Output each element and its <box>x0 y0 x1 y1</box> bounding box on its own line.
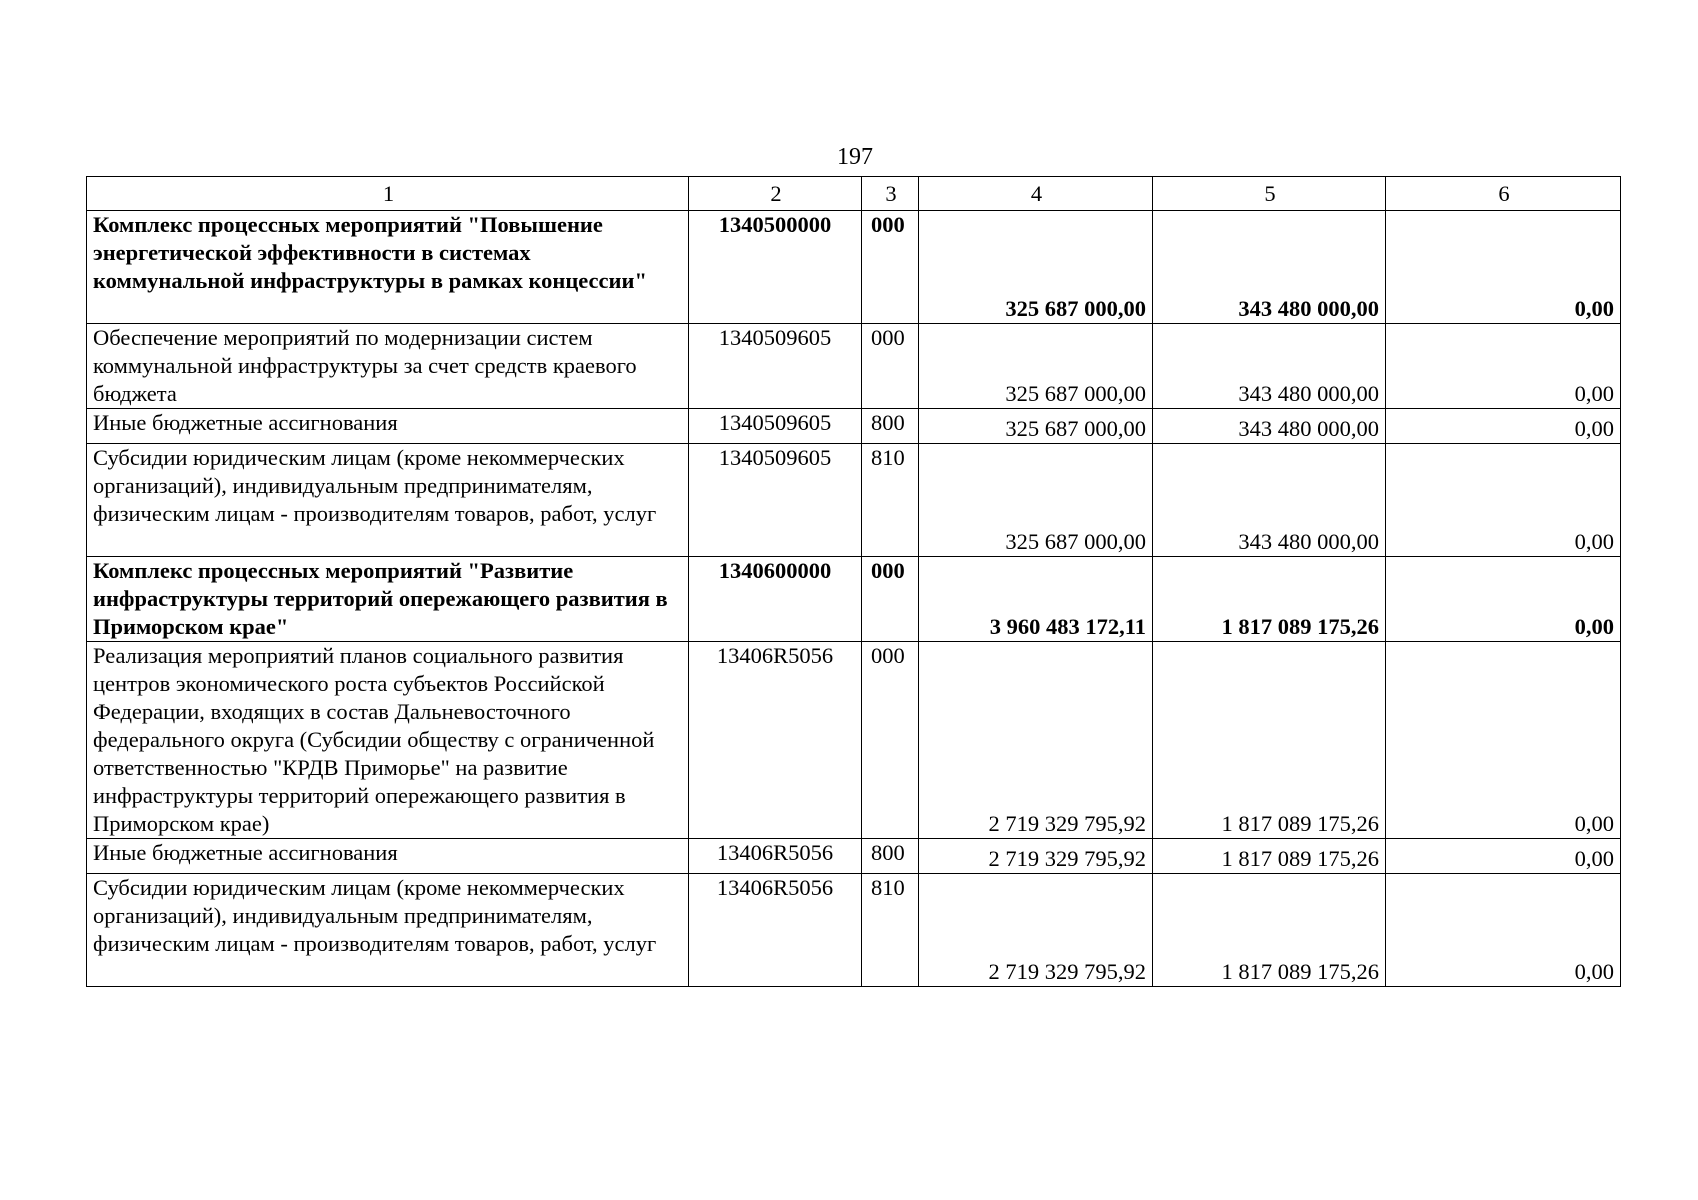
row-amount-6: 0,00 <box>1386 642 1621 839</box>
row-amount-4: 3 960 483 172,11 <box>919 557 1153 642</box>
table-row <box>87 642 1621 839</box>
row-amount-4: 2 719 329 795,92 <box>919 839 1153 874</box>
row-amount-4: 325 687 000,00 <box>919 324 1153 409</box>
row-amount-6: 0,00 <box>1386 874 1621 987</box>
table-row <box>87 324 1621 409</box>
row-code: 1340509605 <box>689 409 862 444</box>
row-amount-6: 0,00 <box>1386 324 1621 409</box>
row-code: 1340509605 <box>689 324 862 409</box>
column-header: 4 <box>919 177 1153 211</box>
row-type: 800 <box>862 839 919 874</box>
row-amount-5: 343 480 000,00 <box>1153 444 1386 557</box>
row-amount-5: 1 817 089 175,26 <box>1153 874 1386 987</box>
row-code: 1340500000 <box>689 211 862 324</box>
row-code: 13406R5056 <box>689 839 862 874</box>
table-row <box>87 409 1621 444</box>
row-name: Реализация мероприятий планов социального развития центров экономического роста субъектов Российской Федерации, входящих в состав Дальневосточного федерального округа (Субсидии обществу с ограниченной ответственностью "КРДВ Приморье" на развитие инфраструктуры территорий опережающего развития в Приморском крае) <box>87 642 689 839</box>
row-type: 000 <box>862 642 919 839</box>
row-name: Субсидии юридическим лицам (кроме некоммерческих организаций), индивидуальным предпринимателям, физическим лицам - производителям товаров, работ, услуг <box>87 444 689 557</box>
row-amount-4: 325 687 000,00 <box>919 409 1153 444</box>
row-code: 1340600000 <box>689 557 862 642</box>
row-code: 13406R5056 <box>689 874 862 987</box>
column-header-row <box>87 177 1621 211</box>
row-amount-4: 2 719 329 795,92 <box>919 874 1153 987</box>
table-row <box>87 211 1621 324</box>
row-amount-6: 0,00 <box>1386 839 1621 874</box>
row-name: Субсидии юридическим лицам (кроме некоммерческих организаций), индивидуальным предпринимателям, физическим лицам - производителям товаров, работ, услуг <box>87 874 689 987</box>
row-type: 000 <box>862 211 919 324</box>
row-type: 810 <box>862 874 919 987</box>
budget-table <box>86 176 1621 987</box>
row-code: 1340509605 <box>689 444 862 557</box>
row-amount-6: 0,00 <box>1386 444 1621 557</box>
column-header: 3 <box>862 177 919 211</box>
table-row <box>87 839 1621 874</box>
row-amount-6: 0,00 <box>1386 409 1621 444</box>
row-name: Иные бюджетные ассигнования <box>87 409 689 444</box>
table-row <box>87 444 1621 557</box>
row-code: 13406R5056 <box>689 642 862 839</box>
row-amount-5: 343 480 000,00 <box>1153 211 1386 324</box>
row-name: Обеспечение мероприятий по модернизации систем коммунальной инфраструктуры за счет средств краевого бюджета <box>87 324 689 409</box>
row-amount-4: 2 719 329 795,92 <box>919 642 1153 839</box>
row-amount-5: 1 817 089 175,26 <box>1153 839 1386 874</box>
row-amount-5: 1 817 089 175,26 <box>1153 642 1386 839</box>
table-row <box>87 874 1621 987</box>
row-amount-4: 325 687 000,00 <box>919 444 1153 557</box>
column-header: 1 <box>87 177 689 211</box>
row-name: Комплекс процессных мероприятий "Развитие инфраструктуры территорий опережающего развития в Приморском крае" <box>87 557 689 642</box>
row-amount-5: 343 480 000,00 <box>1153 409 1386 444</box>
table-row <box>87 557 1621 642</box>
row-amount-5: 1 817 089 175,26 <box>1153 557 1386 642</box>
column-header: 2 <box>689 177 862 211</box>
row-amount-4: 325 687 000,00 <box>919 211 1153 324</box>
row-amount-6: 0,00 <box>1386 211 1621 324</box>
row-name: Комплекс процессных мероприятий "Повышение энергетической эффективности в системах коммунальной инфраструктуры в рамках концессии" <box>87 211 689 324</box>
row-name: Иные бюджетные ассигнования <box>87 839 689 874</box>
row-type: 000 <box>862 557 919 642</box>
row-type: 810 <box>862 444 919 557</box>
row-type: 000 <box>862 324 919 409</box>
row-amount-6: 0,00 <box>1386 557 1621 642</box>
column-header: 6 <box>1386 177 1621 211</box>
page-number: 197 <box>837 144 873 170</box>
row-amount-5: 343 480 000,00 <box>1153 324 1386 409</box>
row-type: 800 <box>862 409 919 444</box>
column-header: 5 <box>1153 177 1386 211</box>
